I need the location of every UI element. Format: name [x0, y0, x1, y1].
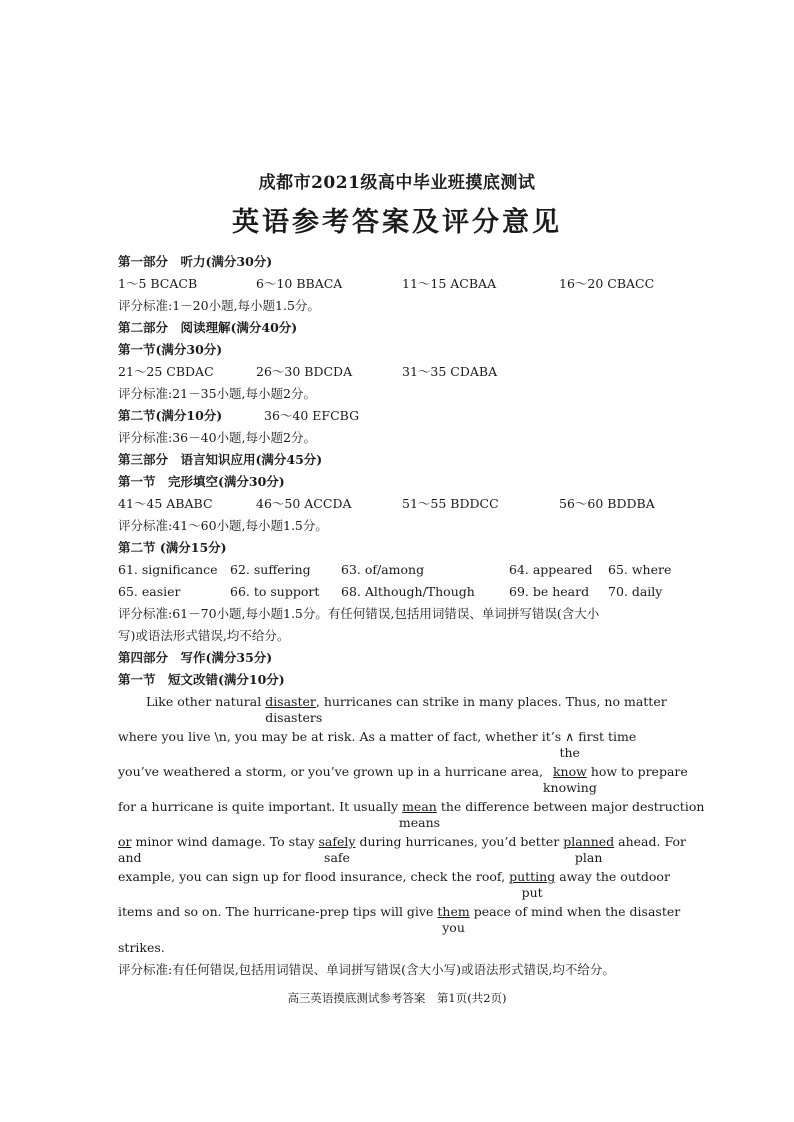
- correction: you: [442, 920, 465, 935]
- part1-answer-group-1: 1～5 BCACB: [118, 276, 198, 291]
- error-word: planned plan: [563, 834, 615, 865]
- passage-line: strikes.: [118, 940, 165, 955]
- grammar-answer: 64. appeared: [509, 562, 593, 577]
- part3-section2-criteria-line2: 写)或语法形式错误,均不给分。: [118, 628, 290, 643]
- part2-answer-group-2: 26～30 BDCDA: [256, 364, 353, 379]
- correction: knowing: [542, 780, 597, 795]
- correction: the: [559, 745, 580, 760]
- passage-line: example, you can sign up for flood insurance, check the roof, putting put away the outdoor: [118, 869, 670, 900]
- part2-section2-criteria: 评分标准:36－40小题,每小题2分。: [118, 430, 316, 445]
- passage-line: items and so on. The hurricane-prep tips will give them you peace of mind when the disaster: [118, 904, 681, 935]
- passage-line: you’ve weathered a storm, or you’ve grown up in a hurricane area, know knowing how to prepare: [118, 764, 688, 795]
- correction: put: [521, 885, 543, 900]
- grammar-answer: 70. daily: [608, 584, 663, 599]
- error-word: or and: [118, 834, 142, 865]
- grammar-answer: 66. to support: [230, 584, 320, 599]
- part2-section1-criteria: 评分标准:21－35小题,每小题2分。: [118, 386, 316, 401]
- deletion-mark: \n: [214, 729, 227, 744]
- part3-answer-group-2: 46～50 ACCDA: [256, 496, 352, 511]
- part4-heading: 第四部分 写作(满分35分): [118, 650, 273, 665]
- document-title: 英语参考答案及评分意见: [232, 207, 562, 238]
- correction: safe: [324, 850, 350, 865]
- error-word: putting put: [509, 869, 556, 900]
- exam-title: 成都市2021级高中毕业班摸底测试: [258, 173, 536, 193]
- passage-line: or and minor wind damage. To stay safely safe during hurricanes, you’d better planned plan ahead. For: [118, 834, 686, 865]
- error-word: know knowing: [542, 764, 597, 795]
- grammar-answer: 68. Although/Though: [341, 584, 475, 599]
- part2-section2-answers: 36～40 EFCBG: [264, 408, 360, 423]
- part3-answer-group-1: 41～45 ABABC: [118, 496, 213, 511]
- part3-heading: 第三部分 语言知识应用(满分45分): [118, 452, 323, 467]
- part3-section2-criteria-line1: 评分标准:61－70小题,每小题1.5分。有任何错误,包括用词错误、单词拼写错误(含大小: [118, 606, 600, 621]
- passage-line: Like other natural disaster disasters , hurricanes can strike in many places. Thus, no matter: [146, 694, 667, 725]
- part1-answer-group-2: 6～10 BBACA: [256, 276, 343, 291]
- part1-heading: 第一部分 听力(满分30分): [118, 254, 273, 269]
- part3-section1-heading: 第一节 完形填空(满分30分): [118, 474, 285, 489]
- correction: disasters: [265, 710, 323, 725]
- grammar-answer: 65. easier: [118, 584, 181, 599]
- part1-answer-group-3: 11～15 ACBAA: [402, 276, 497, 291]
- part2-heading: 第二部分 阅读理解(满分40分): [118, 320, 298, 335]
- part3-answer-group-4: 56～60 BDDBA: [559, 496, 655, 511]
- correction: plan: [574, 850, 603, 865]
- insertion-mark: ∧ the: [559, 729, 580, 760]
- grammar-answer: 63. of/among: [341, 562, 425, 577]
- part4-criteria: 评分标准:有任何错误,包括用词错误、单词拼写错误(含大小写)或语法形式错误,均不给分。: [118, 962, 615, 977]
- passage-line: where you live \n, you may be at risk. As a matter of fact, whether it’s ∧ the first time: [118, 729, 637, 760]
- error-correction-passage: [118, 694, 705, 964]
- part2-answer-group-1: 21～25 CBDAC: [118, 364, 214, 379]
- grammar-answer: 69. be heard: [509, 584, 590, 599]
- error-word: disaster disasters: [265, 694, 323, 725]
- grammar-answer: 61. significance: [118, 562, 218, 577]
- part2-section1-heading: 第一节(满分30分): [118, 342, 223, 357]
- error-word: mean means: [398, 799, 441, 830]
- passage-line: for a hurricane is quite important. It usually mean means the difference between major destruction: [118, 799, 705, 830]
- part3-section2-heading: 第二节 (满分15分): [118, 540, 227, 555]
- error-word: them you: [437, 904, 470, 935]
- part1-answer-group-4: 16～20 CBACC: [559, 276, 655, 291]
- part2-answer-group-3: 31～35 CDABA: [402, 364, 498, 379]
- correction: means: [398, 815, 441, 830]
- part4-section1-heading: 第一节 短文改错(满分10分): [118, 672, 285, 687]
- part3-answer-group-3: 51～55 BDDCC: [402, 496, 499, 511]
- part2-section2-heading: 第二节(满分10分): [118, 408, 223, 423]
- part3-section1-criteria: 评分标准:41～60小题,每小题1.5分。: [118, 518, 328, 533]
- error-word: safely safe: [318, 834, 356, 865]
- grammar-answer: 65. where: [608, 562, 672, 577]
- part1-criteria: 评分标准:1－20小题,每小题1.5分。: [118, 298, 320, 313]
- correction: and: [118, 850, 142, 865]
- grammar-answer: 62. suffering: [230, 562, 311, 577]
- page-footer: 高三英语摸底测试参考答案 第1页(共2页): [287, 991, 507, 1005]
